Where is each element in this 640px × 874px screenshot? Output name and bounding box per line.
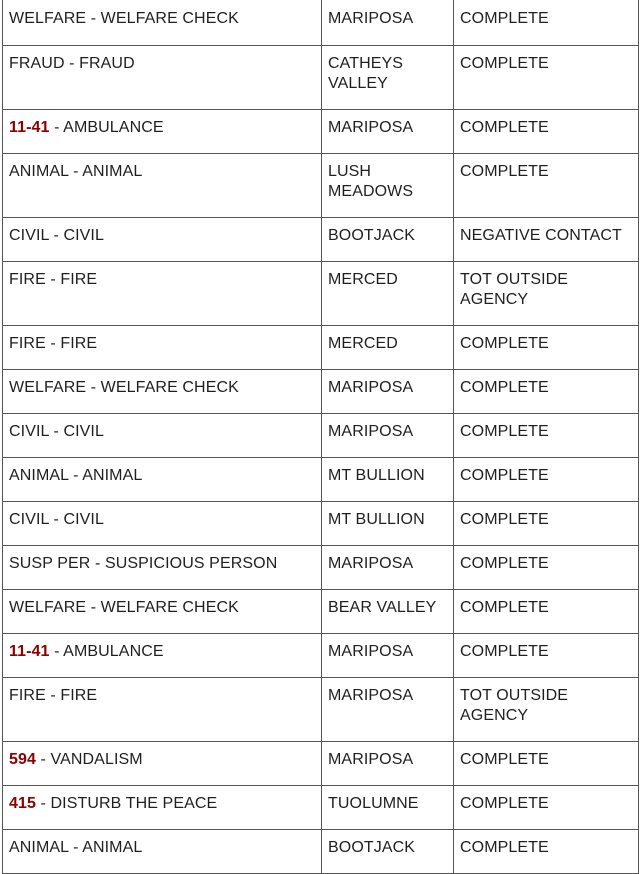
status-cell: COMPLETE [454, 110, 639, 154]
location-cell: MARIPOSA [322, 546, 454, 590]
incident-type-cell [3, 502, 322, 546]
status-cell: COMPLETE [454, 154, 639, 218]
incident-type-cell [3, 46, 322, 110]
incident-type-cell [3, 590, 322, 634]
table-row [3, 830, 639, 874]
status-cell: COMPLETE [454, 46, 639, 110]
table-row [3, 458, 639, 502]
incident-type-cell [3, 262, 322, 326]
table-row [3, 546, 639, 590]
status-cell: TOT OUTSIDE AGENCY [454, 262, 639, 326]
incident-type-cell [3, 830, 322, 874]
incident-description: FIRE - FIRE [9, 335, 98, 352]
status-cell: COMPLETE [454, 326, 639, 370]
incident-code: 11-41 [9, 643, 50, 660]
location-cell: BEAR VALLEY [322, 590, 454, 634]
incident-description: FIRE - FIRE [9, 271, 98, 288]
table-row [3, 590, 639, 634]
incident-description: FIRE - FIRE [9, 687, 98, 704]
location-cell: BOOTJACK [322, 830, 454, 874]
table-row [3, 262, 639, 326]
status-cell: COMPLETE [454, 742, 639, 786]
location-cell: MT BULLION [322, 502, 454, 546]
incident-type-cell [3, 414, 322, 458]
location-cell: MERCED [322, 326, 454, 370]
table-row [3, 502, 639, 546]
status-cell: COMPLETE [454, 634, 639, 678]
incident-type-cell [3, 218, 322, 262]
incident-code: 415 [9, 795, 36, 812]
location-cell: LUSH MEADOWS [322, 154, 454, 218]
status-cell: COMPLETE [454, 370, 639, 414]
status-cell: COMPLETE [454, 0, 639, 46]
incident-log-table [2, 0, 639, 874]
location-cell: MERCED [322, 262, 454, 326]
incident-type-cell [3, 0, 322, 46]
table-row [3, 634, 639, 678]
location-cell: MARIPOSA [322, 634, 454, 678]
status-cell: COMPLETE [454, 786, 639, 830]
incident-description: ANIMAL - ANIMAL [9, 839, 143, 856]
incident-description: - AMBULANCE [49, 643, 164, 660]
incident-description: WELFARE - WELFARE CHECK [9, 10, 239, 27]
table-row [3, 786, 639, 830]
location-cell: CATHEYS VALLEY [322, 46, 454, 110]
table-row [3, 326, 639, 370]
status-cell: TOT OUTSIDE AGENCY [454, 678, 639, 742]
incident-description: ANIMAL - ANIMAL [9, 467, 143, 484]
incident-description: CIVIL - CIVIL [9, 227, 104, 244]
table-row [3, 218, 639, 262]
location-cell: MARIPOSA [322, 110, 454, 154]
incident-type-cell [3, 458, 322, 502]
incident-type-cell [3, 326, 322, 370]
location-cell: MARIPOSA [322, 742, 454, 786]
incident-description: ANIMAL - ANIMAL [9, 163, 143, 180]
incident-type-cell [3, 678, 322, 742]
incident-description: - DISTURB THE PEACE [36, 795, 218, 812]
incident-description: FRAUD - FRAUD [9, 55, 135, 72]
incident-code: 594 [9, 751, 36, 768]
incident-type-cell [3, 786, 322, 830]
incident-type-cell [3, 154, 322, 218]
incident-description: - VANDALISM [36, 751, 143, 768]
status-cell: COMPLETE [454, 414, 639, 458]
incident-description: CIVIL - CIVIL [9, 511, 104, 528]
incident-type-cell [3, 742, 322, 786]
status-cell: COMPLETE [454, 546, 639, 590]
status-cell: COMPLETE [454, 590, 639, 634]
table-row [3, 742, 639, 786]
table-row [3, 370, 639, 414]
incident-description: WELFARE - WELFARE CHECK [9, 379, 239, 396]
incident-type-cell [3, 110, 322, 154]
location-cell: MT BULLION [322, 458, 454, 502]
location-cell: TUOLUMNE [322, 786, 454, 830]
incident-type-cell [3, 634, 322, 678]
incident-type-cell [3, 546, 322, 590]
incident-description: SUSP PER - SUSPICIOUS PERSON [9, 555, 278, 572]
location-cell: MARIPOSA [322, 678, 454, 742]
status-cell: COMPLETE [454, 458, 639, 502]
status-cell: NEGATIVE CONTACT [454, 218, 639, 262]
table-row [3, 0, 639, 46]
incident-code: 11-41 [9, 119, 50, 136]
table-row [3, 414, 639, 458]
location-cell: MARIPOSA [322, 0, 454, 46]
status-cell: COMPLETE [454, 502, 639, 546]
incident-description: WELFARE - WELFARE CHECK [9, 599, 239, 616]
status-cell: COMPLETE [454, 830, 639, 874]
location-cell: MARIPOSA [322, 414, 454, 458]
incident-type-cell [3, 370, 322, 414]
incident-description: CIVIL - CIVIL [9, 423, 104, 440]
table-row [3, 154, 639, 218]
location-cell: MARIPOSA [322, 370, 454, 414]
incident-description: - AMBULANCE [49, 119, 164, 136]
table-row [3, 46, 639, 110]
table-row [3, 110, 639, 154]
table-row [3, 678, 639, 742]
location-cell: BOOTJACK [322, 218, 454, 262]
